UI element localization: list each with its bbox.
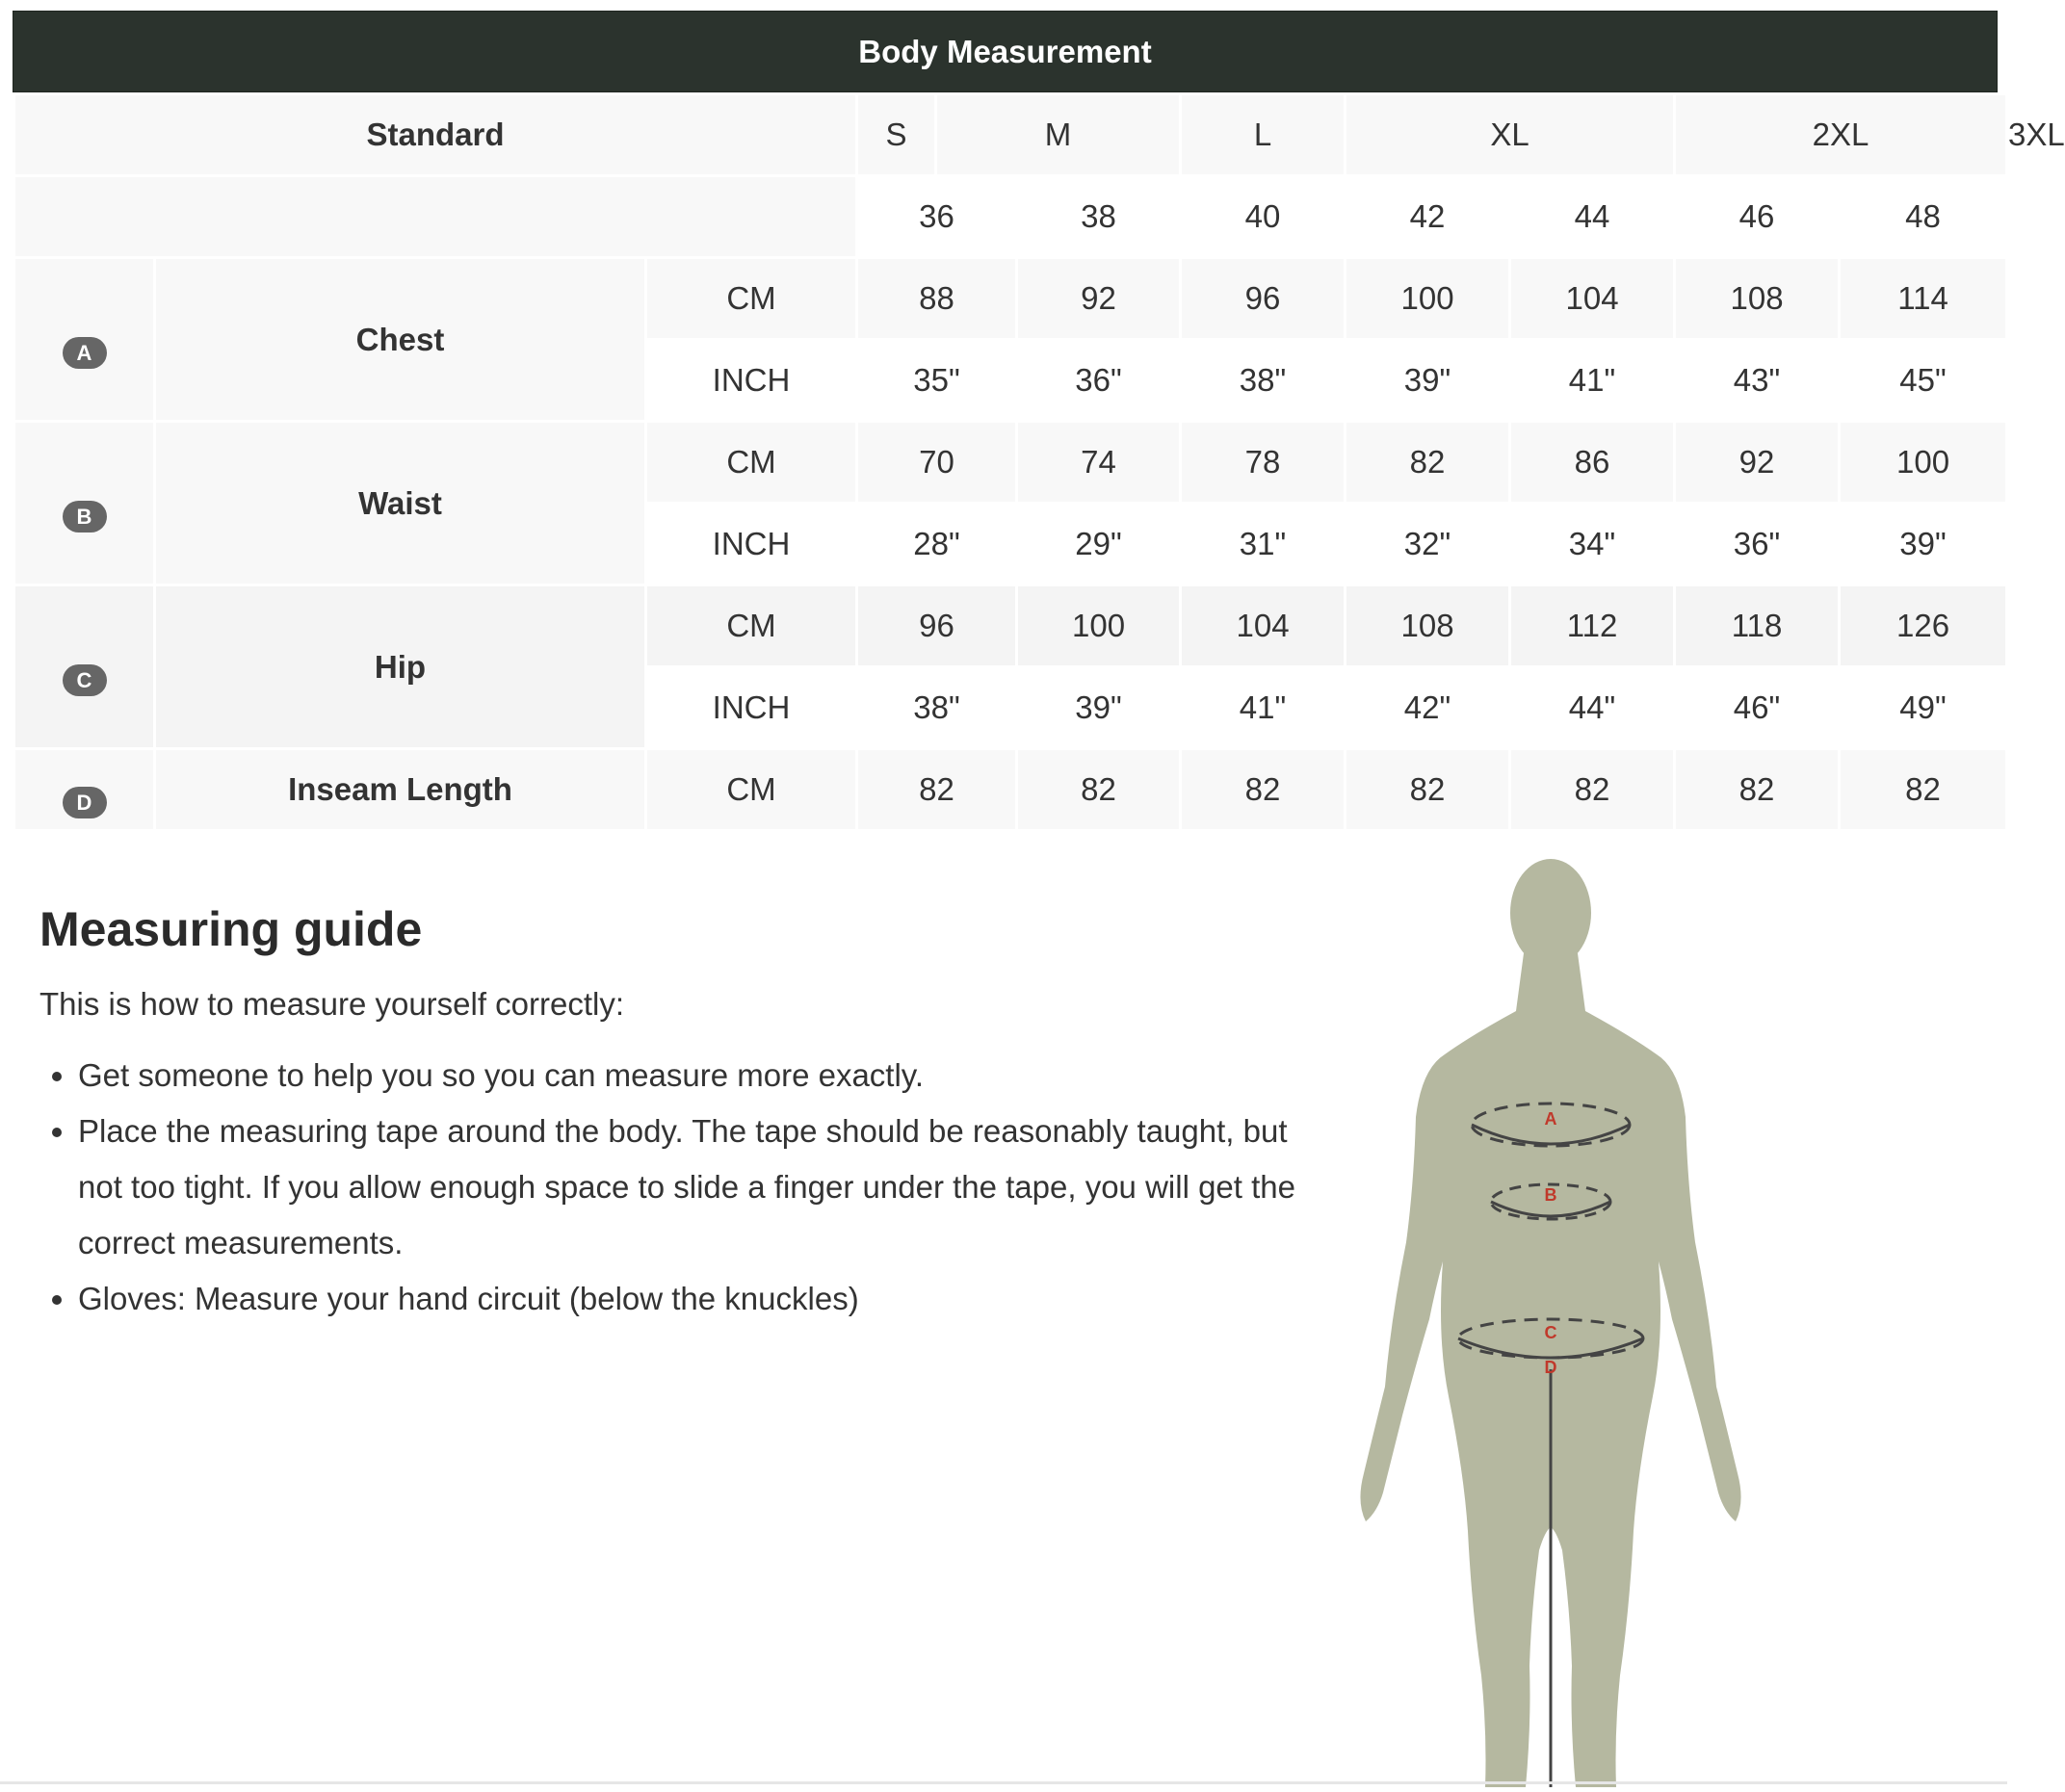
value-cell: 39"	[1840, 504, 2007, 585]
value-cell: 104	[1181, 585, 1346, 667]
standard-label: Standard	[14, 94, 857, 176]
value-cell: 35"	[857, 340, 1017, 422]
value-cell: 41"	[1181, 667, 1346, 749]
value-cell: 86	[1510, 422, 1675, 504]
value-cell: 104	[1510, 258, 1675, 340]
value-cell: 45"	[1840, 340, 2007, 422]
size-header: M	[936, 94, 1181, 176]
value-cell: 46"	[1675, 667, 1840, 749]
eu-size-cell: 46	[1675, 176, 1840, 258]
figure-label-d: D	[1544, 1358, 1557, 1377]
body-figure	[1377, 838, 1743, 1787]
size-header: XL	[1346, 94, 1675, 176]
badge-a-icon: A	[63, 337, 107, 369]
list-item: • Place the measuring tape around the body. The tape should be reasonably taught, but not too tight. If you allow enough space to slide a finger under the tape, you will get the correct measurements.	[78, 1104, 1311, 1271]
value-cell: 41"	[1510, 340, 1675, 422]
body-silhouette-icon	[1377, 838, 1743, 1787]
eu-size-cell: 38	[1017, 176, 1181, 258]
figure-label-c: C	[1544, 1323, 1557, 1342]
guide-intro: This is how to measure yourself correctly:	[39, 986, 625, 1022]
value-cell: 38"	[1181, 340, 1346, 422]
value-cell: 49"	[1840, 667, 2007, 749]
value-cell: 100	[1346, 258, 1510, 340]
table-row	[14, 422, 2007, 504]
value-cell: 82	[1840, 749, 2007, 831]
value-cell: 108	[1675, 258, 1840, 340]
value-cell: 108	[1346, 585, 1510, 667]
list-item: • Get someone to help you so you can measure more exactly.	[78, 1048, 1311, 1104]
value-cell: 100	[1840, 422, 2007, 504]
table-row	[14, 258, 2007, 340]
badge-cell	[14, 749, 155, 831]
bottom-divider	[0, 1781, 2007, 1784]
value-cell: 82	[1510, 749, 1675, 831]
body-measurement-table-container	[13, 11, 2065, 832]
size-header: L	[1181, 94, 1346, 176]
measure-label-waist: Waist	[155, 422, 646, 585]
value-cell: 29"	[1017, 504, 1181, 585]
unit-cell: CM	[646, 258, 857, 340]
eu-size-cell: 48	[1840, 176, 2007, 258]
value-cell: 78	[1181, 422, 1346, 504]
value-cell: 39"	[1017, 667, 1181, 749]
badge-cell	[14, 258, 155, 422]
value-cell: 82	[1346, 422, 1510, 504]
value-cell: 82	[1346, 749, 1510, 831]
value-cell: 70	[857, 422, 1017, 504]
badge-b-icon: B	[63, 501, 107, 532]
value-cell: 82	[1017, 749, 1181, 831]
value-cell: 39"	[1346, 340, 1510, 422]
value-cell: 31"	[1181, 504, 1346, 585]
unit-cell: CM	[646, 422, 857, 504]
value-cell: 82	[1181, 749, 1346, 831]
value-cell: 28"	[857, 504, 1017, 585]
unit-cell: CM	[646, 585, 857, 667]
badge-d-icon: D	[63, 787, 107, 818]
size-header: 2XL	[1675, 94, 2007, 176]
value-cell: 92	[1017, 258, 1181, 340]
value-cell: 36"	[1675, 504, 1840, 585]
unit-cell: CM	[646, 749, 857, 831]
value-cell: 38"	[857, 667, 1017, 749]
guide-list	[39, 1048, 1311, 1327]
badge-cell	[14, 585, 155, 749]
value-cell: 96	[1181, 258, 1346, 340]
eu-size-cell: 40	[1181, 176, 1346, 258]
size-header: S	[857, 94, 936, 176]
guide-heading: Measuring guide	[39, 902, 423, 956]
table-title: Body Measurement	[13, 11, 1998, 92]
value-cell: 92	[1675, 422, 1840, 504]
value-cell: 112	[1510, 585, 1675, 667]
badge-cell	[14, 422, 155, 585]
measuring-guide	[39, 894, 1311, 1327]
value-cell: 114	[1840, 258, 2007, 340]
value-cell: 118	[1675, 585, 1840, 667]
value-cell: 43"	[1675, 340, 1840, 422]
measure-label-chest: Chest	[155, 258, 646, 422]
standard-spacer	[14, 176, 857, 258]
value-cell: 82	[1675, 749, 1840, 831]
value-cell: 74	[1017, 422, 1181, 504]
unit-cell: INCH	[646, 340, 857, 422]
size-table: Standard S M L XL 2XL 3XL 36 38 40 42 44 46 48 A Chest CM 88 92 96 100 104 108 114 INCH 35" 36" 38" 39" 41" 43" 45" B Waist CM 70 74 78 82 86 92 100 INCH 28" 29" 31" 32" 34" 36" 39" C Hip CM 96 100 104 108 112 118 126 INCH 38" 39" 41" 42" 44" 46" 49" D Inseam Length CM 82 82 82 82 82 82 82	[13, 92, 2008, 832]
eu-size-cell: 36	[857, 176, 1017, 258]
value-cell: 44"	[1510, 667, 1675, 749]
badge-c-icon: C	[63, 664, 107, 696]
value-cell: 88	[857, 258, 1017, 340]
figure-label-b: B	[1544, 1185, 1557, 1205]
value-cell: 32"	[1346, 504, 1510, 585]
eu-size-cell: 44	[1510, 176, 1675, 258]
eu-size-cell: 42	[1346, 176, 1510, 258]
table-row	[14, 749, 2007, 831]
measure-label-hip: Hip	[155, 585, 646, 749]
figure-label-a: A	[1544, 1109, 1557, 1129]
value-cell: 126	[1840, 585, 2007, 667]
value-cell: 96	[857, 585, 1017, 667]
table-row	[14, 585, 2007, 667]
unit-cell: INCH	[646, 504, 857, 585]
measure-label-inseam: Inseam Length	[155, 749, 646, 831]
value-cell: 100	[1017, 585, 1181, 667]
value-cell: 42"	[1346, 667, 1510, 749]
list-item: • Gloves: Measure your hand circuit (below the knuckles)	[78, 1271, 1311, 1327]
unit-cell: INCH	[646, 667, 857, 749]
value-cell: 82	[857, 749, 1017, 831]
value-cell: 34"	[1510, 504, 1675, 585]
value-cell: 36"	[1017, 340, 1181, 422]
